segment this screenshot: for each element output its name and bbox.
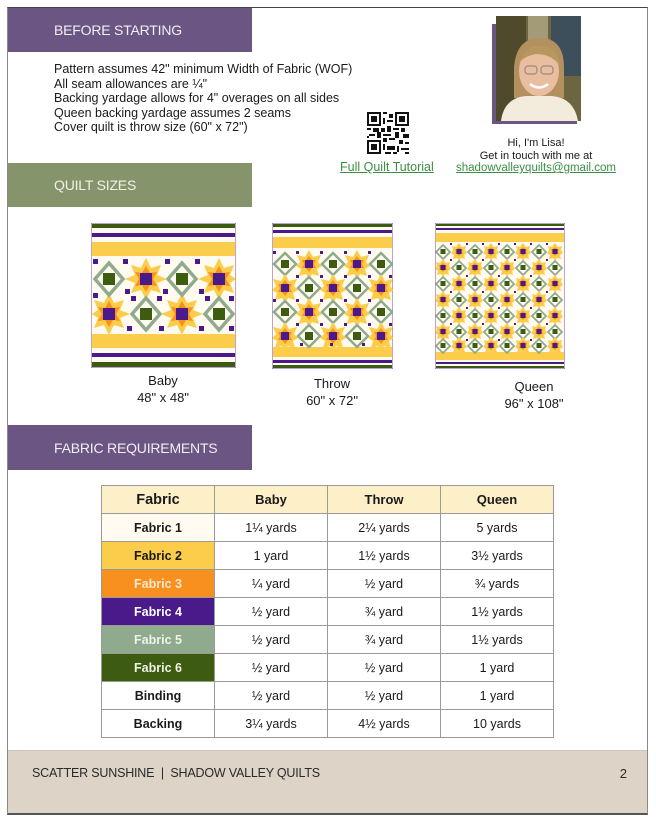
quilt-size: 96" x 108"	[504, 396, 564, 411]
section-title: FABRIC REQUIREMENTS	[54, 439, 218, 456]
baby-yardage: ½ yard	[215, 598, 328, 626]
baby-yardage: 3¼ yards	[215, 710, 328, 738]
baby-yardage: ¼ yard	[215, 570, 328, 598]
page-footer	[8, 750, 647, 813]
author-contact	[448, 137, 624, 175]
column-header-fabric: Fabric	[102, 486, 215, 514]
quilt-size: 48" x 48"	[137, 390, 189, 405]
table-header-row	[102, 486, 554, 514]
email-link[interactable]: shadowvalleyquilts@gmail.com	[456, 162, 616, 174]
baby-quilt-caption	[113, 372, 213, 406]
fabric-name: Fabric 1	[102, 514, 215, 542]
quilt-name: Baby	[148, 373, 178, 388]
section-title: BEFORE STARTING	[54, 22, 182, 38]
queen-yardage: 3½ yards	[441, 542, 554, 570]
queen-quilt-image	[435, 223, 565, 369]
throw-yardage: 1½ yards	[328, 542, 441, 570]
baby-yardage: ½ yard	[215, 654, 328, 682]
throw-yardage: ½ yard	[328, 654, 441, 682]
throw-quilt-caption	[282, 375, 382, 409]
throw-yardage: ½ yard	[328, 570, 441, 598]
throw-yardage: 2¼ yards	[328, 514, 441, 542]
fabric-name: Fabric 4	[102, 598, 215, 626]
quilt-size: 60" x 72"	[306, 393, 358, 408]
full-quilt-tutorial-link[interactable]: Full Quilt Tutorial	[340, 160, 434, 174]
page-number: 2	[619, 766, 627, 781]
table-row	[102, 514, 554, 542]
queen-yardage: 1½ yards	[441, 598, 554, 626]
throw-yardage: 4½ yards	[328, 710, 441, 738]
throw-yardage: ½ yard	[328, 682, 441, 710]
fabric-name: Binding	[102, 682, 215, 710]
baby-yardage: 1¼ yards	[215, 514, 328, 542]
note-item: Queen backing yardage assumes 2 seams	[54, 105, 291, 120]
table-row	[102, 682, 554, 710]
table-row	[102, 598, 554, 626]
table-row	[102, 654, 554, 682]
queen-yardage: 1 yard	[441, 682, 554, 710]
fabric-name: Fabric 5	[102, 626, 215, 654]
pattern-page	[7, 7, 648, 815]
baby-yardage: 1 yard	[215, 542, 328, 570]
quilt-sizes-banner	[8, 163, 252, 207]
column-header-throw: Throw	[328, 486, 441, 514]
column-header-baby: Baby	[215, 486, 328, 514]
table-row	[102, 710, 554, 738]
baby-yardage: ½ yard	[215, 626, 328, 654]
fabric-requirements-banner	[8, 425, 252, 470]
notes-list	[54, 62, 352, 135]
queen-yardage: 1½ yards	[441, 626, 554, 654]
queen-quilt-caption	[484, 378, 584, 412]
quilt-name: Queen	[514, 379, 554, 394]
column-header-queen: Queen	[441, 486, 554, 514]
throw-yardage: ¾ yard	[328, 598, 441, 626]
note-item: Backing yardage allows for 4" overages on all sides	[54, 91, 340, 105]
author-photo	[492, 16, 584, 128]
author-greeting: Hi, I'm Lisa!	[507, 137, 565, 149]
queen-yardage: 5 yards	[441, 514, 554, 542]
contact-line: Get in touch with me at	[479, 149, 593, 162]
fabric-name: Backing	[102, 710, 215, 738]
table-row	[102, 570, 554, 598]
footer-title: SCATTER SUNSHINE | SHADOW VALLEY QUILTS	[32, 766, 320, 780]
throw-yardage: ¾ yard	[328, 626, 441, 654]
table-row	[102, 542, 554, 570]
fabric-name: Fabric 2	[102, 542, 215, 570]
baby-yardage: ½ yard	[215, 682, 328, 710]
note-item: Pattern assumes 42" minimum Width of Fabric (WOF)	[54, 62, 353, 76]
queen-yardage: ¾ yards	[441, 570, 554, 598]
queen-yardage: 10 yards	[441, 710, 554, 738]
before-starting-banner	[8, 8, 252, 52]
note-item: All seam allowances are ¼"	[54, 76, 208, 91]
section-title: QUILT SIZES	[54, 177, 137, 193]
fabric-name: Fabric 3	[102, 570, 215, 598]
queen-yardage: 1 yard	[441, 654, 554, 682]
quilt-name: Throw	[313, 376, 351, 391]
fabric-requirements-table	[101, 485, 554, 738]
table-row	[102, 626, 554, 654]
baby-quilt-image	[91, 223, 236, 368]
throw-quilt-image	[272, 223, 393, 369]
author-portrait	[496, 16, 581, 121]
fabric-name: Fabric 6	[102, 654, 215, 682]
note-item: Cover quilt is throw size (60" x 72")	[54, 120, 248, 134]
qr-code-icon[interactable]	[367, 112, 409, 154]
